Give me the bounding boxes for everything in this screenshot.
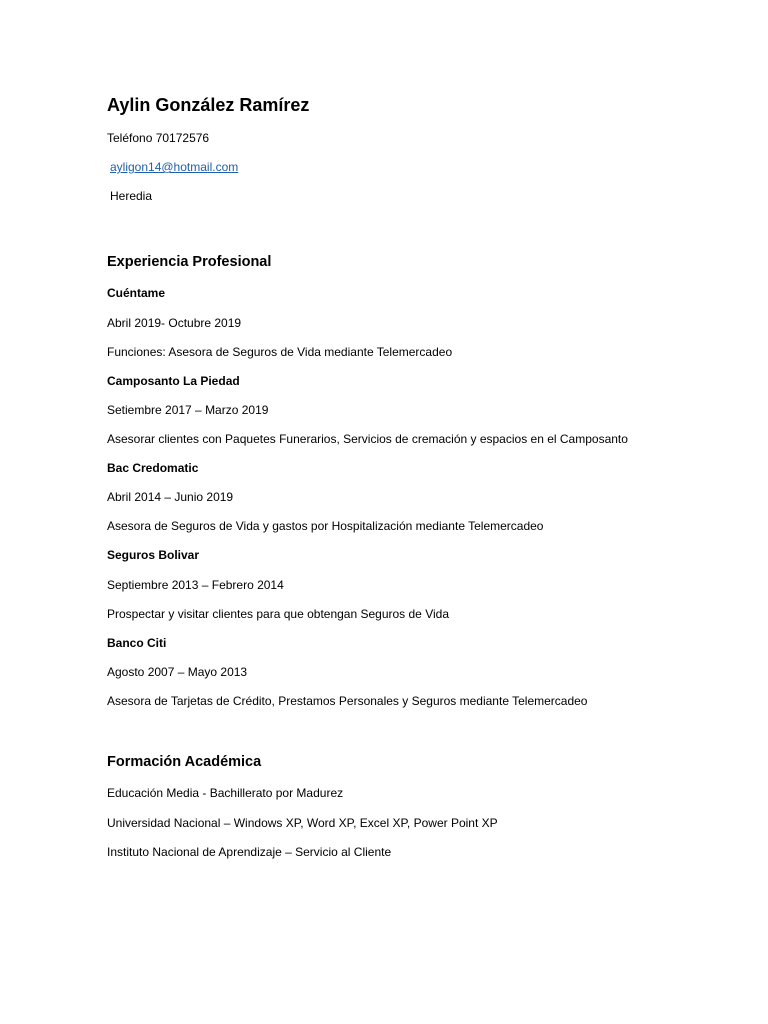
education-item: Educación Media - Bachillerato por Madurez bbox=[107, 786, 344, 800]
job-company: Camposanto La Piedad bbox=[107, 374, 240, 388]
job-description: Prospectar y visitar clientes para que obtengan Seguros de Vida bbox=[107, 607, 449, 621]
job-description: Asesora de Tarjetas de Crédito, Prestamos Personales y Seguros mediante Telemercadeo bbox=[107, 694, 588, 708]
job-dates: Abril 2014 – Junio 2019 bbox=[107, 490, 234, 504]
job-company: Cuéntame bbox=[107, 286, 166, 300]
job-company: Seguros Bolivar bbox=[107, 548, 200, 562]
job-dates: Septiembre 2013 – Febrero 2014 bbox=[107, 578, 284, 592]
job-description: Funciones: Asesora de Seguros de Vida mediante Telemercadeo bbox=[107, 345, 453, 359]
job-dates: Setiembre 2017 – Marzo 2019 bbox=[107, 403, 269, 417]
job-description: Asesorar clientes con Paquetes Funerarios, Servicios de cremación y espacios en el Camposanto bbox=[107, 432, 628, 446]
email-link[interactable]: ayligon14@hotmail.com bbox=[110, 160, 239, 174]
job-description: Asesora de Seguros de Vida y gastos por Hospitalización mediante Telemercadeo bbox=[107, 519, 544, 533]
job-company: Bac Credomatic bbox=[107, 461, 199, 475]
applicant-name: Aylin González Ramírez bbox=[107, 95, 310, 115]
education-heading: Formación Académica bbox=[107, 754, 262, 770]
job-dates: Agosto 2007 – Mayo 2013 bbox=[107, 665, 248, 679]
job-dates: Abril 2019- Octubre 2019 bbox=[107, 316, 242, 330]
education-item: Instituto Nacional de Aprendizaje – Servicio al Cliente bbox=[107, 845, 392, 859]
email-link-wrapper bbox=[110, 159, 238, 175]
city: Heredia bbox=[110, 189, 153, 203]
education-item: Universidad Nacional – Windows XP, Word XP, Excel XP, Power Point XP bbox=[107, 816, 498, 830]
phone-number: Teléfono 70172576 bbox=[107, 131, 210, 145]
job-company: Banco Citi bbox=[107, 636, 167, 650]
experience-heading: Experiencia Profesional bbox=[107, 254, 272, 270]
